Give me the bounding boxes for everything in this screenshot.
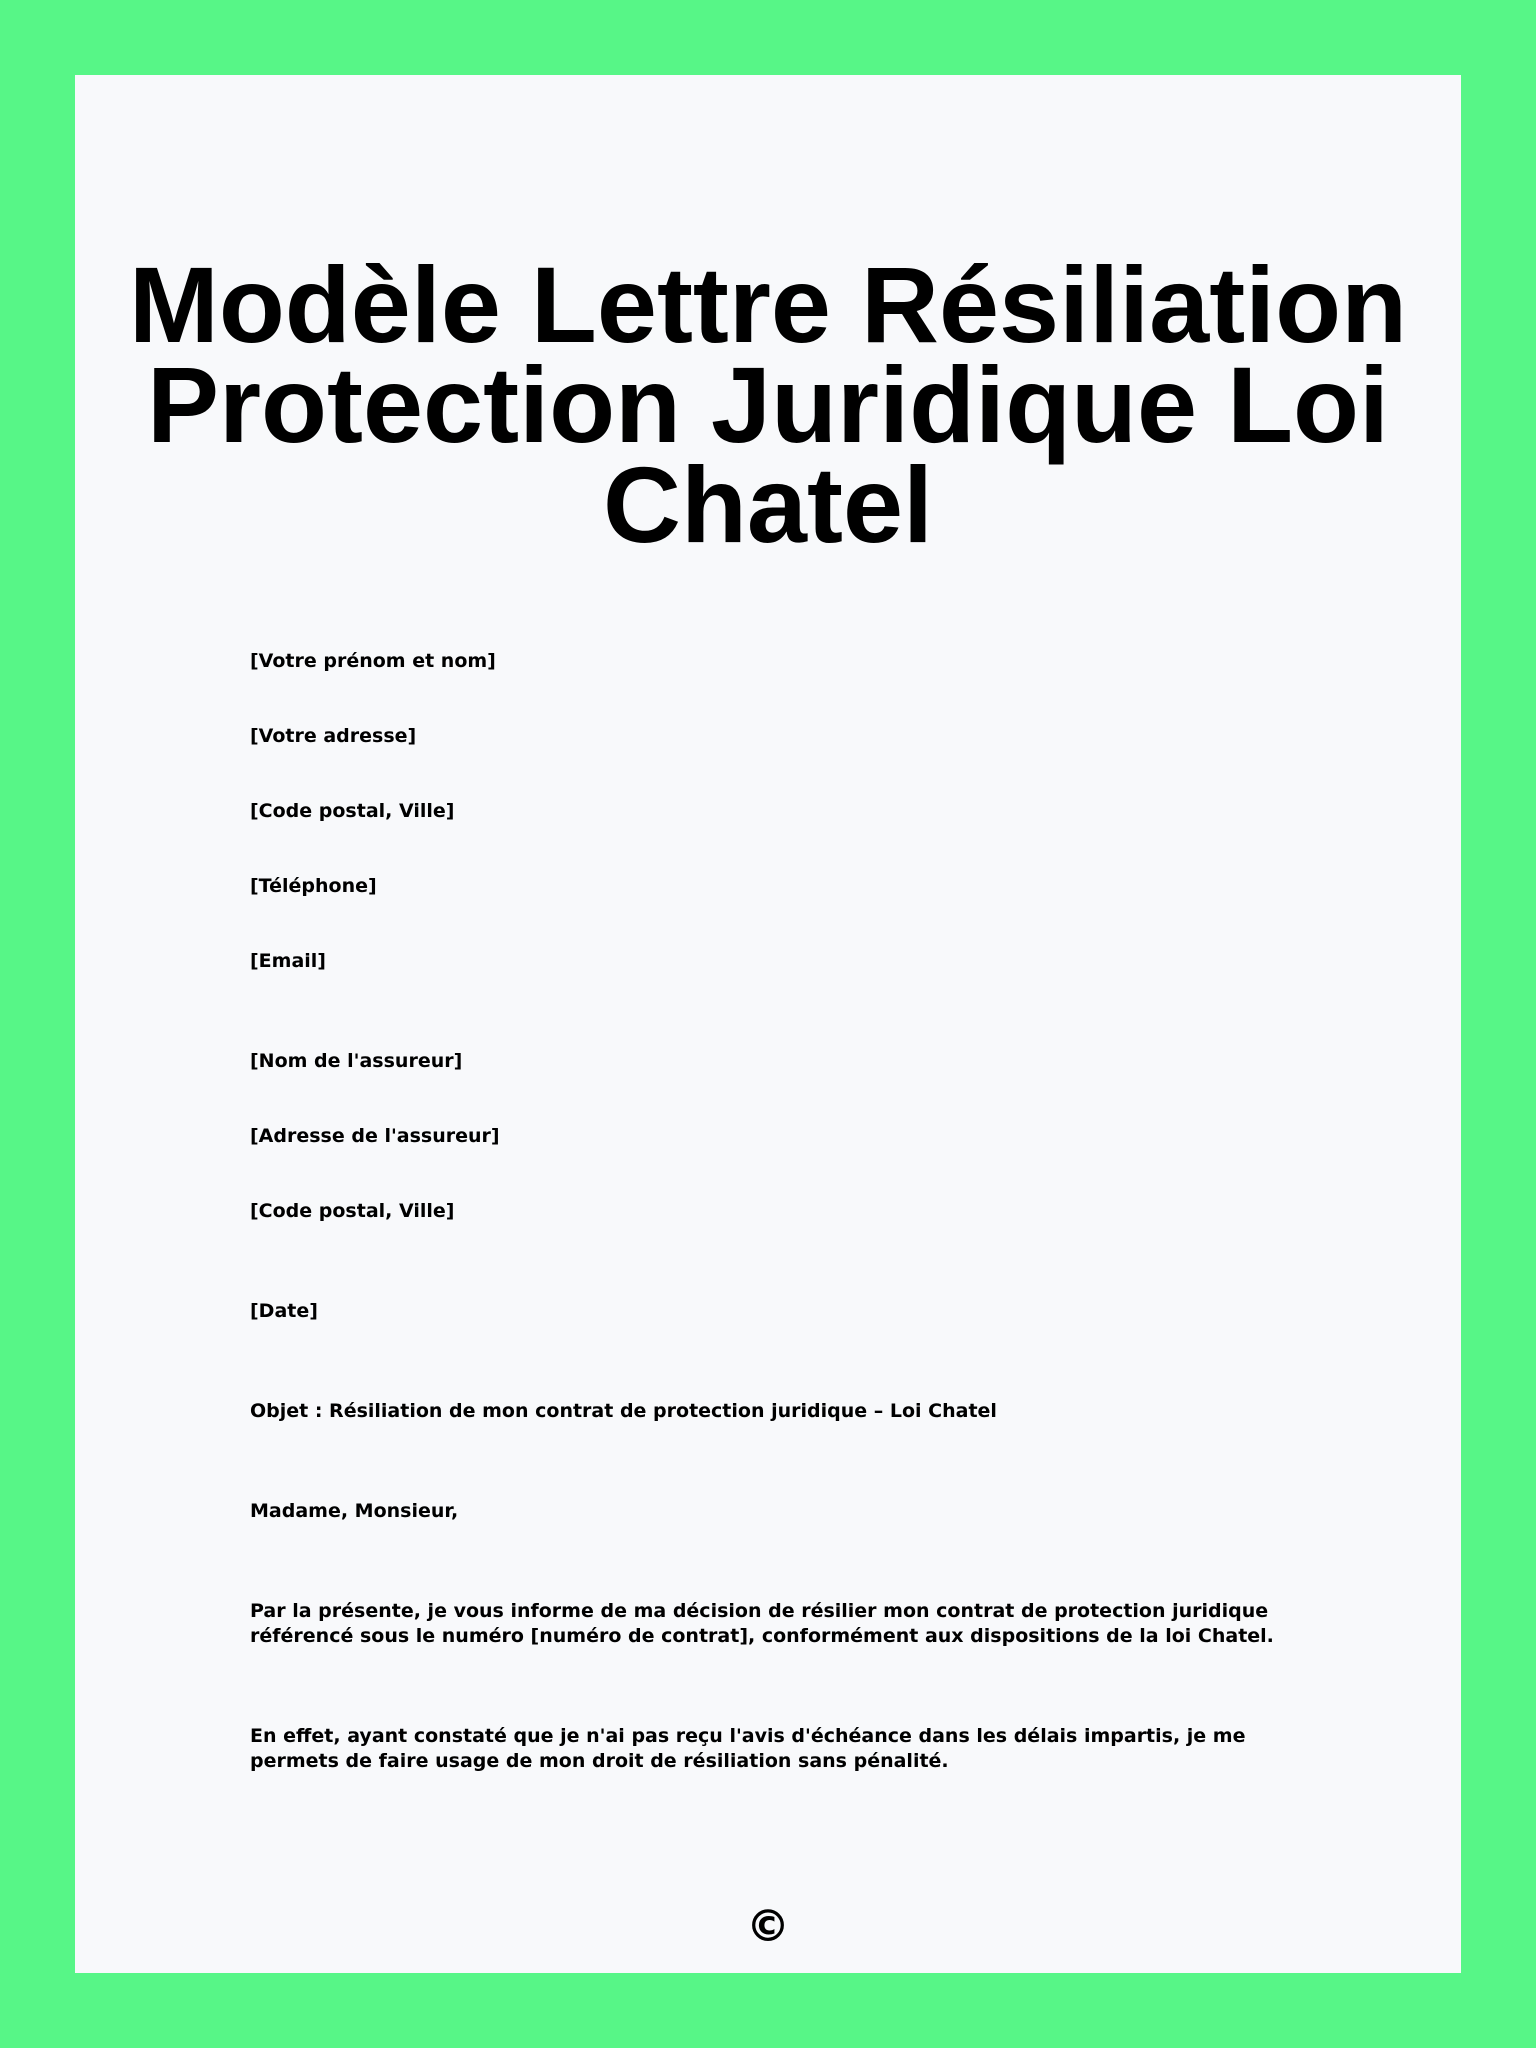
letter-page (75, 75, 1461, 1973)
sender-phone: [Téléphone] (250, 875, 377, 897)
letter-subject: Objet : Résiliation de mon contrat de protection juridique – Loi Chatel (250, 1400, 997, 1422)
recipient-address: [Adresse de l'assureur] (250, 1125, 500, 1147)
body-paragraph-2: En effet, ayant constaté que je n'ai pas reçu l'avis d'échéance dans les délais impartis, je me permets de faire usage de mon droit de résiliation sans pénalité. (250, 1725, 1246, 1772)
sender-email: [Email] (250, 950, 326, 972)
recipient-postal-city: [Code postal, Ville] (250, 1200, 455, 1222)
sender-name: [Votre prénom et nom] (250, 650, 496, 672)
letter-date: [Date] (250, 1300, 318, 1322)
letter-salutation: Madame, Monsieur, (250, 1500, 459, 1522)
page-title: Modèle Lettre Résiliation Protection Juridique Loi Chatel (128, 244, 1408, 565)
sender-postal-city: [Code postal, Ville] (250, 800, 455, 822)
recipient-name: [Nom de l'assureur] (250, 1050, 463, 1072)
sender-address: [Votre adresse] (250, 725, 417, 747)
body-paragraph-1: Par la présente, je vous informe de ma décision de résilier mon contrat de protection juridique référencé sous le numéro [numéro de contrat], conformément aux dispositions de la loi Chatel. (250, 1600, 1274, 1647)
copyright-icon: © (746, 1901, 790, 1952)
